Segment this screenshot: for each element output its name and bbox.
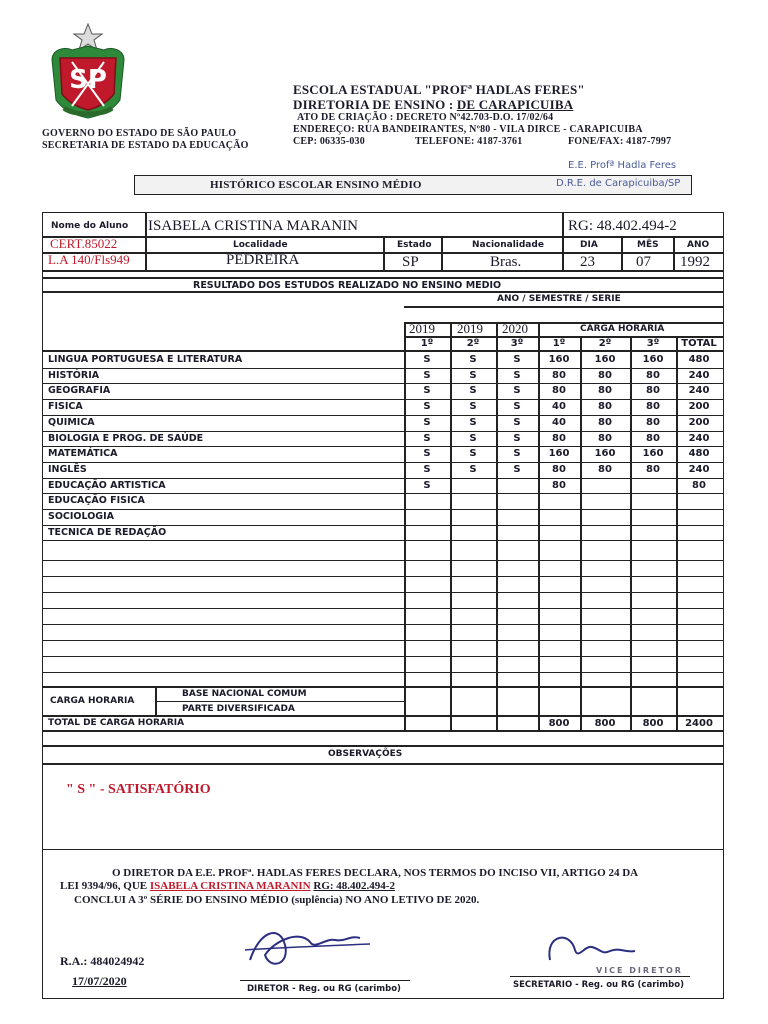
- carga-cell: 200: [688, 416, 710, 428]
- subject-name: HISTÓRIA: [48, 369, 100, 381]
- declaration-line3: CONCLUI A 3º SÉRIE DO ENSINO MÉDIO (suplência) NO ANO LETIVO DE 2020.: [74, 894, 480, 906]
- observacao-note: " S " - SATISFATÓRIO: [66, 782, 211, 797]
- stamp-line1: E.E. Profª Hadla Feres: [568, 160, 677, 171]
- ano-serie-heading: ANO / SEMESTRE / SERIE: [497, 294, 621, 304]
- result-cell: S: [423, 354, 431, 365]
- observacoes-heading: OBSERVAÇÕES: [328, 749, 403, 759]
- diretoria: [293, 97, 573, 113]
- seal-text: SP: [69, 65, 107, 95]
- nacionalidade-label: Nacionalidade: [472, 240, 544, 250]
- secretario-label: SECRETARIO - Reg. ou RG (carimbo): [513, 980, 684, 990]
- carga-cell: 160: [548, 448, 570, 460]
- carga-cell: 160: [594, 354, 616, 365]
- carga-cell: 240: [688, 463, 710, 475]
- birth-day: 23: [580, 254, 595, 270]
- carga-cell: 80: [598, 463, 612, 475]
- result-cell: S: [423, 479, 431, 491]
- result-cell: S: [423, 385, 431, 397]
- endereco: ENDEREÇO: RUA BANDEIRANTES, Nº80 - VILA DIRCE - CARAPICUIBA: [293, 124, 643, 135]
- carga-cell: 80: [646, 385, 660, 397]
- year-3: 2020: [502, 321, 528, 336]
- carga-cell: 40: [552, 416, 566, 428]
- carga-cell: 80: [552, 463, 566, 475]
- subject-name: EDUCAÇÃO FISICA: [48, 495, 145, 507]
- estado-value: SP: [402, 254, 419, 270]
- parte-diversificada: PARTE DIVERSIFICADA: [182, 704, 295, 714]
- declaration-prefix: LEI 9394/96, QUE: [60, 880, 148, 892]
- cert-number: CERT.85022: [50, 236, 118, 251]
- result-cell: S: [423, 432, 431, 444]
- localidade-label: Localidade: [233, 240, 288, 250]
- ra-number: R.A.: 484024942: [60, 954, 145, 968]
- serie-2: 2º: [466, 338, 480, 349]
- dia-label: DIA: [580, 240, 598, 250]
- result-cell: S: [513, 401, 521, 413]
- carga-cell: 480: [688, 354, 710, 365]
- total-2: 800: [594, 718, 616, 729]
- declaration-rg: RG: 48.402.494-2: [313, 880, 395, 892]
- stamp-line2: D.R.E. de Carapicuiba/SP: [556, 178, 681, 189]
- year-1: 2019: [409, 321, 435, 336]
- birth-month: 07: [636, 254, 651, 270]
- subject-name: EDUCAÇÃO ARTISTICA: [48, 479, 166, 491]
- result-cell: S: [513, 385, 521, 397]
- carga-col-1: 1º: [552, 338, 566, 349]
- carga-cell: 80: [598, 385, 612, 397]
- vice-diretor: VICE DIRETOR: [596, 966, 683, 975]
- result-cell: S: [513, 432, 521, 444]
- carga-cell: 80: [598, 432, 612, 444]
- birth-year: 1992: [680, 254, 710, 270]
- carga-col-3: 3º: [646, 338, 660, 349]
- result-cell: S: [469, 385, 477, 397]
- nacionalidade-value: Bras.: [490, 254, 522, 270]
- carga-cell: 80: [646, 416, 660, 428]
- fone-fax: FONE/FAX: 4187-7997: [568, 136, 672, 147]
- carga-cell: 80: [552, 432, 566, 444]
- carga-cell: 160: [548, 354, 570, 365]
- total-carga-label: TOTAL DE CARGA HORARIA: [48, 718, 185, 728]
- carga-cell: 480: [688, 448, 710, 460]
- carga-cell: 200: [688, 401, 710, 413]
- carga-cell: 240: [688, 432, 710, 444]
- carga-cell: 80: [646, 432, 660, 444]
- carga-cell: 240: [688, 369, 710, 381]
- carga-cell: 240: [688, 385, 710, 397]
- serie-1: 1º: [420, 338, 434, 349]
- student-name: ISABELA CRISTINA MARANIN: [148, 218, 359, 234]
- subject-name: QUIMICA: [48, 416, 95, 428]
- estado-label: Estado: [397, 240, 432, 250]
- result-cell: S: [513, 354, 521, 365]
- subject-name: FISICA: [48, 401, 83, 413]
- localidade-value: PEDREIRA: [226, 252, 300, 268]
- gov-line1: GOVERNO DO ESTADO DE SÃO PAULO: [42, 128, 237, 139]
- result-cell: S: [423, 448, 431, 460]
- subject-name: SOCIOLOGIA: [48, 511, 114, 522]
- result-cell: S: [469, 354, 477, 365]
- result-cell: S: [469, 416, 477, 428]
- school-name: ESCOLA ESTADUAL "PROFª HADLAS FERES": [293, 82, 585, 97]
- result-cell: S: [469, 369, 477, 381]
- carga-cell: 80: [646, 401, 660, 413]
- result-cell: S: [513, 448, 521, 460]
- document-title: HISTÓRICO ESCOLAR ENSINO MÉDIO: [210, 179, 422, 191]
- mes-label: MÊS: [637, 240, 659, 250]
- results-heading: RESULTADO DOS ESTUDOS REALIZADO NO ENSINO MEDIO: [193, 280, 502, 291]
- school-stamp: [568, 160, 676, 171]
- subject-name: LINGUA PORTUGUESA E LITERATURA: [48, 354, 243, 365]
- cep: CEP: 06335-030: [293, 136, 365, 147]
- ano-label: ANO: [687, 240, 710, 250]
- diretor-signature: [240, 920, 410, 985]
- carga-cell: 80: [646, 369, 660, 381]
- subject-name: INGLÊS: [48, 463, 87, 475]
- ato-criacao: ATO DE CRIAÇÃO : DECRETO Nº42.703-D.O. 17/02/64: [297, 112, 554, 123]
- diretor-label: DIRETOR - Reg. ou RG (carimbo): [247, 984, 401, 994]
- subject-name: GEOGRAFIA: [48, 385, 111, 397]
- subject-name: TECNICA DE REDAÇÃO: [48, 526, 167, 538]
- diretoria-prefix: DIRETORIA DE ENSINO :: [293, 97, 454, 112]
- diretoria-value: DE CARAPICUIBA: [456, 97, 574, 112]
- telefone: TELEFONE: 4187-3761: [415, 136, 523, 147]
- declaration-line2: [60, 880, 395, 892]
- declaration-name: ISABELA CRISTINA MARANIN: [149, 880, 311, 892]
- carga-cell: 160: [642, 354, 664, 365]
- name-label: Nome do Aluno: [51, 221, 129, 231]
- result-cell: S: [513, 369, 521, 381]
- result-cell: S: [469, 463, 477, 475]
- carga-cell: 80: [552, 369, 566, 381]
- total-all: 2400: [685, 718, 713, 729]
- carga-cell: 80: [552, 479, 566, 491]
- gov-line2: SECRETARIA DE ESTADO DA EDUCAÇÃO: [42, 140, 249, 151]
- carga-cell: 80: [692, 479, 706, 491]
- carga-col-total: TOTAL: [681, 338, 717, 349]
- result-cell: S: [469, 448, 477, 460]
- carga-block-label: CARGA HORARIA: [50, 696, 135, 706]
- carga-cell: 160: [594, 448, 616, 460]
- sao-paulo-seal: [42, 22, 134, 122]
- result-cell: S: [423, 369, 431, 381]
- result-cell: S: [513, 416, 521, 428]
- result-cell: S: [469, 432, 477, 444]
- la-number: L.A 140/Fls949: [48, 252, 130, 267]
- carga-cell: 80: [646, 463, 660, 475]
- subject-name: MATEMÁTICA: [48, 448, 118, 460]
- carga-cell: 160: [642, 448, 664, 460]
- declaration-line1: O DIRETOR DA E.E. PROFª. HADLAS FERES DECLARA, NOS TERMOS DO INCISO VII, ARTIGO 24 DA: [112, 867, 639, 879]
- carga-cell: 40: [552, 401, 566, 413]
- carga-col-2: 2º: [598, 338, 612, 349]
- serie-3: 3º: [510, 338, 524, 349]
- footer-date: 17/07/2020: [72, 974, 127, 988]
- carga-cell: 80: [552, 385, 566, 397]
- carga-cell: 80: [598, 401, 612, 413]
- result-cell: S: [513, 463, 521, 475]
- total-3: 800: [642, 718, 664, 729]
- total-1: 800: [548, 718, 570, 729]
- student-rg: RG: 48.402.494-2: [568, 218, 677, 234]
- carga-cell: 80: [598, 416, 612, 428]
- subject-name: BIOLOGIA E PROG. DE SAÚDE: [48, 432, 204, 444]
- year-2: 2019: [457, 321, 483, 336]
- base-nacional: BASE NACIONAL COMUM: [182, 689, 307, 699]
- carga-horaria-heading: CARGA HORARIA: [580, 324, 665, 334]
- result-cell: S: [423, 463, 431, 475]
- result-cell: S: [423, 401, 431, 413]
- result-cell: S: [423, 416, 431, 428]
- carga-cell: 80: [598, 369, 612, 381]
- result-cell: S: [469, 401, 477, 413]
